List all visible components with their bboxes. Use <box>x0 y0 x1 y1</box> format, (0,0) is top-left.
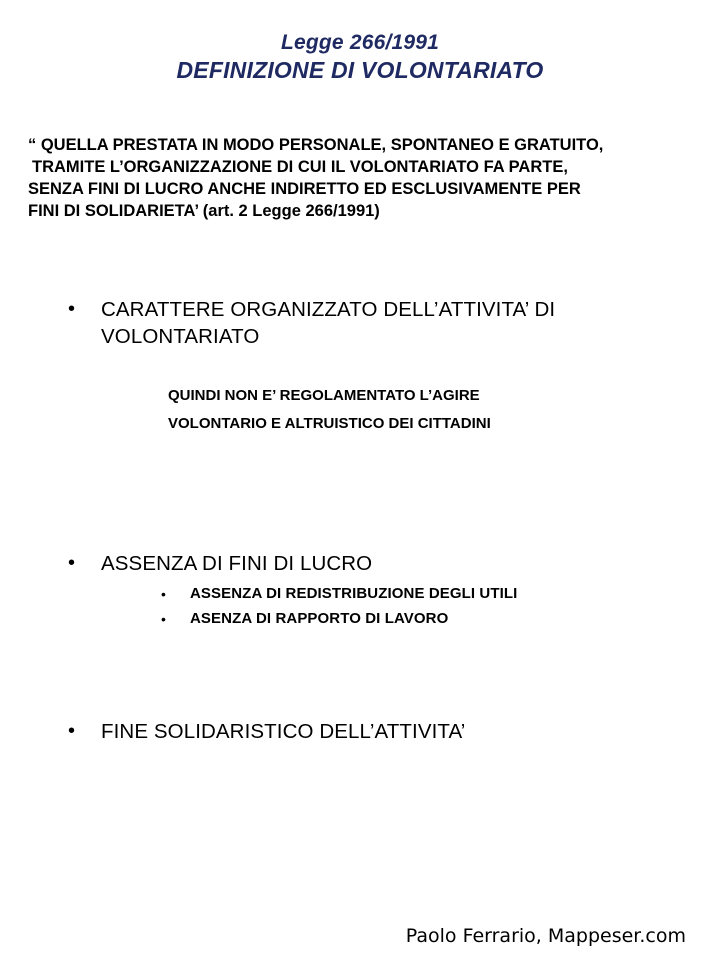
title-line-subject: DEFINIZIONE DI VOLONTARIATO <box>176 57 544 83</box>
footer-credit: Paolo Ferrario, Mappeser.com <box>405 925 686 947</box>
bullet-dot-icon: • <box>68 720 76 742</box>
bullet-dot-icon: • <box>161 611 166 627</box>
note-quindi-non-regolamentato <box>168 382 648 438</box>
bullet-item-carattere-organizzato <box>68 296 688 350</box>
sub-bullet-label-redistribuzione-utili: ASSENZA DI REDISTRIBUZIONE DEGLI UTILI <box>190 585 518 602</box>
bullet-label-assenza-fini-lucro: ASSENZA DI FINI DI LUCRO <box>101 552 373 575</box>
legal-definition-quote <box>28 134 698 222</box>
note-line-2: VOLONTARIO E ALTRUISTICO DEI CITTADINI <box>168 415 491 432</box>
quote-line-3: SENZA FINI DI LUCRO ANCHE INDIRETTO ED ESCLUSIVAMENTE PER <box>28 180 581 198</box>
sub-bullet-item-rapporto-lavoro <box>161 607 701 631</box>
quote-line-4: FINI DI SOLIDARIETA’ (art. 2 Legge 266/1991) <box>28 202 380 220</box>
bullet-item-fine-solidaristico <box>68 718 688 745</box>
sub-bullet-item-redistribuzione-utili <box>161 582 701 606</box>
page-title <box>0 30 720 84</box>
bullet-label-fine-solidaristico: FINE SOLIDARISTICO DELL’ATTIVITA’ <box>101 720 466 743</box>
sub-bullet-label-rapporto-lavoro: ASENZA DI RAPPORTO DI LAVORO <box>190 610 449 627</box>
bullet-dot-icon: • <box>161 586 166 602</box>
bullet-dot-icon: • <box>68 552 76 574</box>
title-line-law-number: Legge 266/1991 <box>280 31 440 54</box>
quote-line-1: “ QUELLA PRESTATA IN MODO PERSONALE, SPONTANEO E GRATUITO, <box>28 136 604 154</box>
bullet-dot-icon: • <box>68 298 76 320</box>
note-line-1: QUINDI NON E’ REGOLAMENTATO L’AGIRE <box>168 387 480 404</box>
quote-line-2: TRAMITE L’ORGANIZZAZIONE DI CUI IL VOLONTARIATO FA PARTE, <box>32 158 568 176</box>
bullet-label-carattere-organizzato: CARATTERE ORGANIZZATO DELL’ATTIVITA’ DI VOLONTARIATO <box>101 298 556 348</box>
bullet-item-assenza-fini-lucro <box>68 550 688 577</box>
